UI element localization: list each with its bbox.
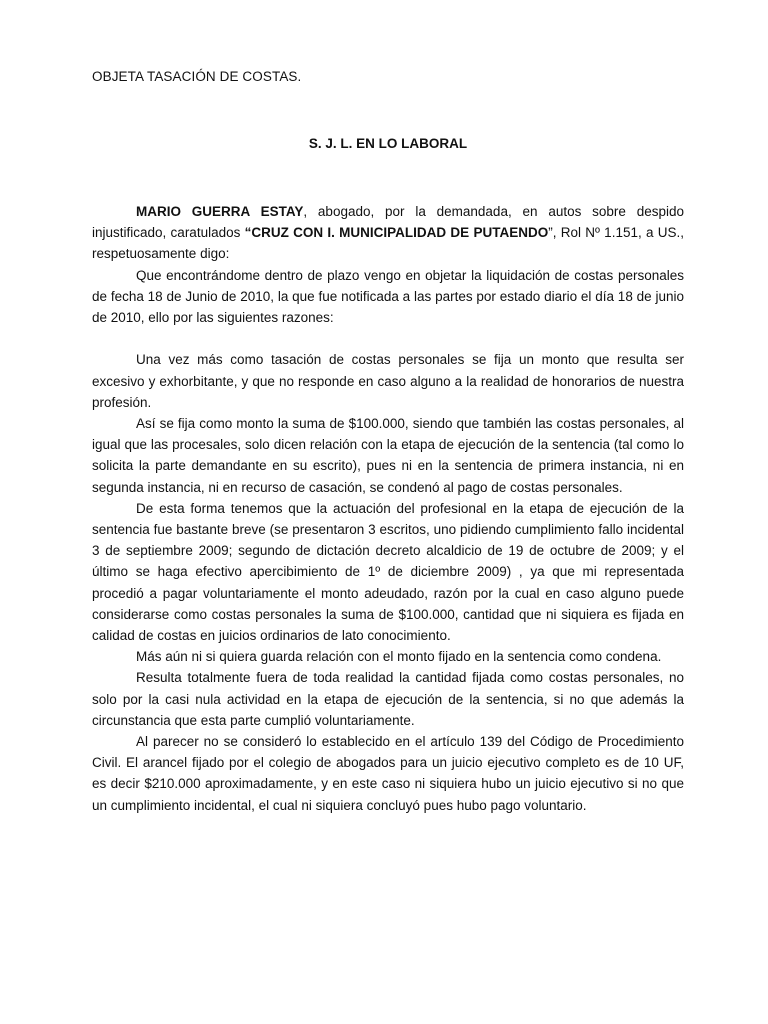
paragraph-spacer [92,328,684,349]
author-name: MARIO GUERRA ESTAY [136,204,304,219]
court-addressee: S. J. L. EN LO LABORAL [308,136,468,151]
document-body [92,201,684,816]
paragraph: Resulta totalmente fuera de toda realidad la cantidad fijada como costas personales, no solo por la casi nula actividad en la etapa de ejecución de la sentencia, si no que además la circunstancia que esta parte cumplió voluntariamente. [92,670,684,728]
paragraph: Una vez más como tasación de costas personales se fija un monto que resulta ser excesivo y exhorbitante, y que no responde en caso alguno a la realidad de honorarios de nuestra profesión. [92,352,684,410]
intro-text-a: , abogado, por la demandada, en autos sobre despido injustificado, caratulados [92,204,684,241]
paragraph: Que encontrándome dentro de plazo vengo en objetar la liquidación de costas personales de fecha 18 de Junio de 2010, la que fue notificada a las partes por estado diario el día 18 de junio de 2010, ello por las siguientes razones: [92,267,684,326]
intro-text-b: ”, Rol Nº 1.151, a US., respetuosamente digo: [92,225,685,262]
case-title: “CRUZ CON I. MUNICIPALIDAD DE PUTAENDO [244,225,549,241]
paragraph: Así se fija como monto la suma de $100.000, siendo que también las costas personales, al igual que las procesales, solo dicen relación con la etapa de ejecución de la sentencia (tal como lo solicita la parte demandante en su escrito), pues ni en la sentencia de primera instancia, ni en segunda instancia, ni en recurso de casación, se condenó al pago de costas personales. [92,416,684,495]
paragraph: De esta forma tenemos que la actuación del profesional en la etapa de ejecución de la sentencia fue bastante breve (se presentaron 3 escritos, uno pidiendo cumplimiento fallo incidental 3 de septiembre 2009; segundo de dictación decreto alcaldicio de 19 de octubre de 2009; y el último se haga efectivo apercibimiento de 1º de diciembre 2009) , ya que mi representada procedió a pagar voluntariamente el monto adeudado, razón por la cual en caso alguno puede considerarse como costas personales la suma de $100.000, cantidad que ni siquiera es fijada en calidad de costas en juicios ordinarios de lato conocimiento. [92,500,684,644]
paragraph: Más aún ni si quiera guarda relación con el monto fijado en la sentencia como condena. [136,649,662,665]
intro-paragraph [92,201,684,265]
paragraph: Al parecer no se consideró lo establecido en el artículo 139 del Código de Procedimiento Civil. El arancel fijado por el colegio de abogados para un juicio ejecutivo completo es de 10 UF, es decir $210.000 aproximadamente, y en este caso ni siquiera hubo un juicio ejecutivo si no que un cumplimiento incidental, el cual ni siquiera concluyó pues hubo pago voluntario. [92,734,684,813]
document-heading: OBJETA TASACIÓN DE COSTAS. [92,69,302,84]
